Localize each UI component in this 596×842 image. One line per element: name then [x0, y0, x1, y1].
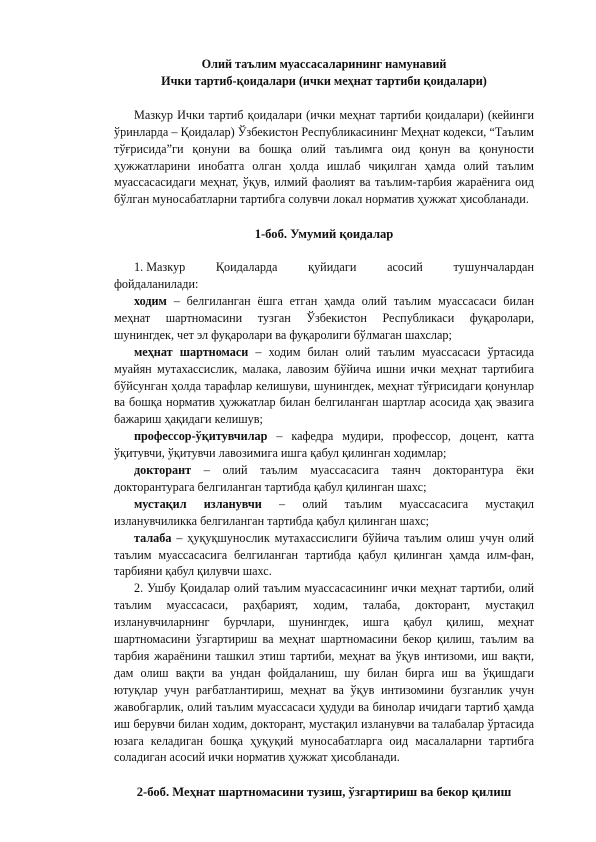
item2-paragraph: 2. Ушбу Қоидалар олий таълим муассасасининг ички меҳнат тартиби, олий таълим муассасаси, раҳбарият, ходим, талаба, докторант, мустақил изланувчиларнинг бурчлари, шунингдек, ишга қабул қилиш, меҳнат шартномасини ўзгартириш ва меҳнат шартномасини бекор қилиш, таълим ва тарбия жараёнини ташкил этиш тартиби, меҳнат ва ўқув интизоми, иш вақти, дам олиш вақти ва ундан фойдаланиш, шу билан бирга иш ва ўқишдаги ютуқлар учун рағбатлантириш, меҳнат ва ўқув интизомини бузганлик учун жавобгарлик, олий таълим муассасаси ҳудуди ва бинолар ичидаги тартиб ҳамда иш берувчи билан ходим, докторант, мустақил изланувчи ва талабалар ўртасида юзага келадиган бошқа ҳуқуқий муносабатларга оид масалаларни тартибга соладиган асосий ички норматив ҳужжат ҳисобланади. [114, 581, 534, 765]
definition-text: – олий таълим муассасасига таянч докторантура ёки докторантурага белгиланган тартибда қабул қилинган шахс; [114, 463, 534, 494]
document-title-line2: Ички тартиб-қоидалари (ички меҳнат тартиби қоидалари) [161, 73, 487, 88]
definition-term: профессор-ўқитувчилар [134, 429, 268, 444]
definition-term: талаба [134, 530, 172, 545]
definition-mustaqil-izlanuvchi [114, 496, 534, 530]
definition-term: меҳнат шартномаси [134, 344, 249, 359]
definition-text: – кафедра мудири, профессор, доцент, катта ўқитувчи, ўқитувчи лавозимига ишга қабул қилинган ходимлар; [114, 429, 534, 461]
item1-word: Қоидаларда [215, 260, 278, 275]
item1-word: асосий [387, 260, 423, 275]
item1-word: 1. Мазкур [134, 260, 186, 275]
document-title-line1: Олий таълим муассасаларининг намунавий [201, 57, 447, 71]
definition-term: ходим [134, 293, 167, 308]
intro-paragraph: Мазкур Ички тартиб қоидалари (ички меҳнат тартиби қоидалари) (кейинги ўринларда – Қоидалар) Ўзбекистон Республикасининг Меҳнат кодекси, “Таълим тўғрисида”ги қонуни ва бошқа олий таълимга оид қонун ва қонуности ҳужжатларини инобатга олган ҳолда ишлаб чиқилган ҳамда олий таълим муассасасидаги меҳнат, ўқув, илмий фаолият ва таълим-тарбия жараёнига оид бўлган муносабатларни тартибга солувчи локал норматив ҳужжат ҳисобланади. [114, 107, 534, 207]
chapter2-heading: 2-боб. Меҳнат шартномасини тузиш, ўзгартириш ва бекор қилиш [136, 785, 512, 800]
definition-text: – белгиланган ёшга етган ҳамда олий таълим муассасаси билан меҳнат шартномасини тузган Ўзбекистон Республикаси фуқаролари, шунингдек, чет эл фуқаролари ва фуқаролиги бўлмаган шахслар; [114, 293, 534, 342]
definition-text: – олий таълим муассасасига мустақил изланувчиликка белгиланган тартибда қабул қилинган шахс; [114, 496, 534, 528]
item1-word: тушунчалардан [453, 260, 534, 275]
definition-mehnat-shartnomasi [114, 344, 534, 429]
item1-first-line [114, 259, 534, 276]
definition-talaba [114, 530, 534, 581]
definition-doktorant [114, 462, 534, 496]
definition-text: – ҳуқуқшунослик мутахассислиги бўйича таълим олиш учун олий таълим муассасасига белгиланган тартибда қабул қилинган ҳамда илм-фан, тарбияни қабул қилувчи шахс. [114, 530, 534, 579]
definition-professor [114, 428, 534, 462]
item1-word: қуйидаги [308, 260, 357, 275]
definition-khodim [114, 293, 534, 344]
definition-term: мустақил изланувчи [134, 496, 262, 511]
definition-text: – ходим билан олий таълим муассасаси ўртасида муайян мутахассислик, малака, лавозим бўйича ишни ички меҳнат тартибига бўйсунган ҳолда тарафлар келишуви, шунингдек, меҳнат тўғрисидаги қонунлар ва бошқа норматив ҳужжатлар билан белгиланган шартлар асосида ҳақ эвазига бажариш ҳақидаги келишув; [114, 344, 534, 427]
item1-tail: фойдаланилади: [114, 277, 199, 292]
definition-term: докторант [134, 463, 192, 478]
chapter1-heading: 1-боб. Умумий қоидалар [254, 227, 394, 242]
